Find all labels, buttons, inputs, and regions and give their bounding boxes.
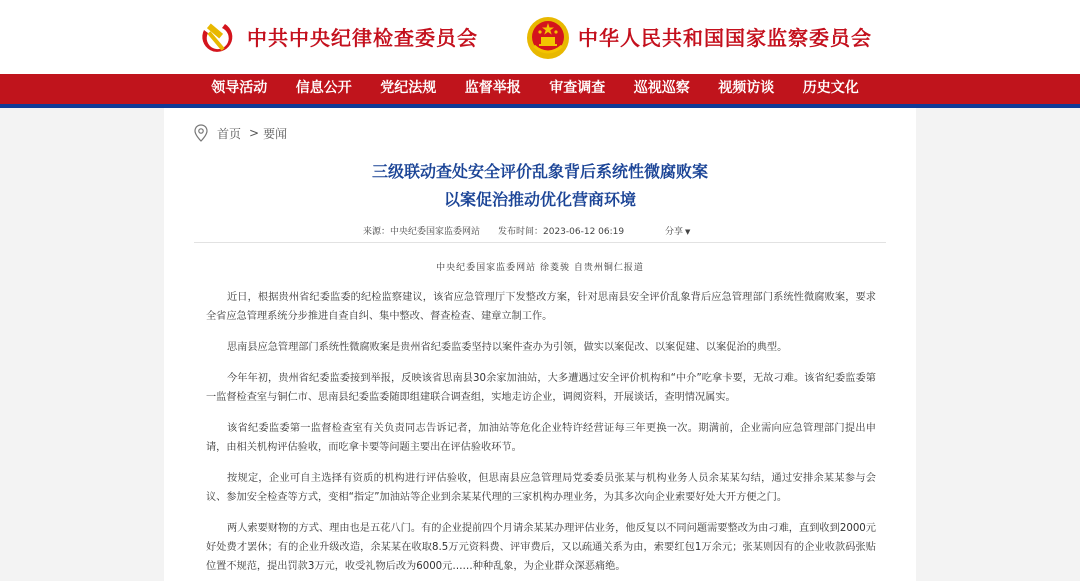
article-paragraph: 今年年初，贵州省纪委监委接到举报，反映该省思南县30余家加油站，大多遭遇过安全评价机构和“中介”吃拿卡要，无故刁难。该省纪委监委第一监督检查室与铜仁市、思南县纪委监委随即组建联合调查组，实地走访企业，调阅资料，开展谈话，查明情况属实。 — [206, 373, 876, 403]
article-paragraph: 该省纪委监委第一监督检查室有关负责同志告诉记者，加油站等危化企业特许经营证每三年更换一次。期满前，企业需向应急管理部门提出申请，由相关机构评估验收，而吃拿卡要等问题主要出在评估验收环节。 — [206, 423, 876, 453]
nav-item-info-disclosure[interactable]: 信息公开 — [295, 80, 352, 96]
nsc-brand[interactable] — [526, 14, 872, 62]
national-emblem-icon — [526, 16, 570, 60]
ccdi-brand[interactable] — [195, 14, 478, 62]
nav-item-video[interactable]: 视频访谈 — [718, 80, 775, 96]
article-container — [164, 108, 916, 581]
breadcrumb-home[interactable]: 首页 — [217, 126, 242, 141]
article-paragraph: 两人索要财物的方式、理由也是五花八门。有的企业提前四个月请余某某办理评估业务，他反复以不同问题需要整改为由刁难，直到收到2000元好处费才罢休；有的企业升级改造，余某某在收取8.5万元资料费、评审费后，又以疏通关系为由，索要红包1万余元；张某则因有的企业收款码张贴位置不规范，提出罚款3万元，收受礼物后改为6000元……种种乱象，为企业群众深恶痛绝。 — [206, 523, 876, 572]
nav-item-leadership[interactable]: 领导活动 — [211, 80, 268, 96]
left-org-name: 中共中央纪律检查委员会 — [247, 26, 478, 50]
article-paragraph: 思南县应急管理部门系统性微腐败案是贵州省纪委监委坚持以案件查办为引领，做实以案促改、以案促建、以案促治的典型。 — [227, 342, 788, 353]
main-nav — [0, 74, 1080, 104]
breadcrumb — [194, 124, 287, 142]
breadcrumb-current[interactable]: 要闻 — [263, 126, 288, 141]
nav-item-history[interactable]: 历史文化 — [802, 80, 859, 96]
article-byline: 中央纪委国家监委网站 徐菱骏 自贵州铜仁报道 — [436, 263, 644, 273]
share-button[interactable] — [665, 224, 690, 237]
party-emblem-icon — [195, 16, 239, 60]
share-label: 分享 — [665, 227, 684, 237]
breadcrumb-separator: > — [249, 126, 260, 140]
article-source: 来源：中央纪委国家监委网站 — [363, 227, 481, 237]
caret-down-icon: ▼ — [685, 228, 691, 236]
nav-item-investigation[interactable]: 审查调查 — [549, 80, 606, 96]
right-org-name: 中华人民共和国国家监察委员会 — [578, 26, 872, 50]
article-paragraph: 近日，根据贵州省纪委监委的纪检监察建议，该省应急管理厅下发整改方案，针对思南县安全评价乱象背后应急管理部门系统性微腐败案，要求全省应急管理系统分步推进自查自纠、集中整改、督查检查、建章立制工作。 — [206, 292, 876, 322]
nav-item-report[interactable]: 监督举报 — [464, 80, 521, 96]
article-title-line-1: 三级联动查处安全评价乱象背后系统性微腐败案 — [371, 162, 708, 181]
article-paragraph: 按规定，企业可自主选择有资质的机构进行评估验收，但思南县应急管理局党委委员张某与机构业务人员余某某勾结，通过安排余某某参与会议、参加安全检查等方式，变相“指定”加油站等企业到余某某代理的三家机构办理业务，为其多次向企业索要好处大开方便之门。 — [206, 473, 876, 503]
location-pin-icon — [194, 124, 208, 142]
article-title-line-2: 以案促治推动优化营商环境 — [443, 190, 636, 209]
article-publish-time: 发布时间：2023-06-12 06:19 — [498, 227, 625, 237]
site-header — [0, 0, 1080, 74]
nav-items — [197, 74, 873, 104]
nav-item-regulations[interactable]: 党纪法规 — [380, 80, 437, 96]
meta-divider — [194, 242, 886, 243]
nav-item-inspection[interactable]: 巡视巡察 — [633, 80, 690, 96]
